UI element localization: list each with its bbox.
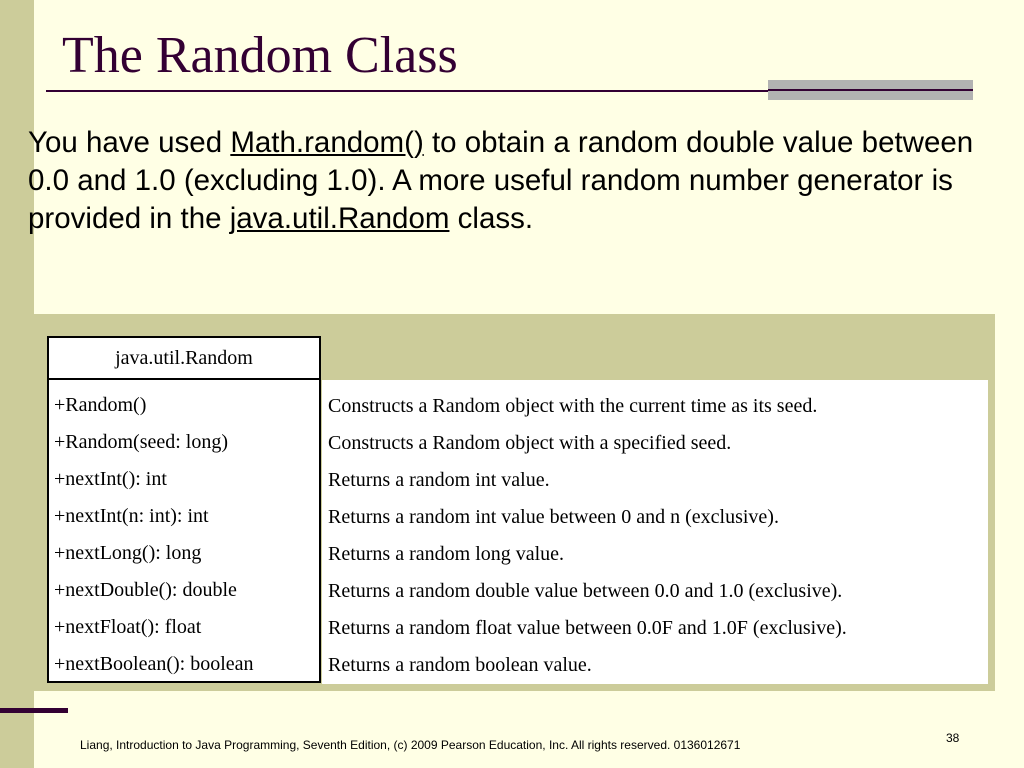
uml-method: +nextFloat(): float (54, 616, 202, 638)
intro-text-3: class. (449, 202, 534, 235)
page-number: 38 (946, 731, 960, 745)
uml-method: +nextDouble(): double (54, 579, 237, 601)
method-description: Constructs a Random object with the current time as its seed. (328, 395, 818, 417)
method-descriptions-box (322, 380, 988, 684)
uml-class-name (47, 336, 321, 381)
intro-paragraph (28, 124, 998, 238)
method-description: Returns a random int value. (328, 469, 550, 491)
method-description: Returns a random float value between 0.0F and 1.0F (exclusive). (328, 617, 847, 639)
uml-methods-box (47, 378, 321, 683)
footer-copyright: Liang, Introduction to Java Programming, Seventh Edition, (c) 2009 Pearson Education, Inc. All rights reserved. 0136012671 (80, 738, 741, 752)
method-description: Returns a random boolean value. (328, 654, 592, 676)
java-util-random-link: java.util.Random (229, 202, 450, 235)
method-description: Returns a random long value. (328, 543, 565, 565)
uml-method: +nextInt(): int (54, 468, 167, 490)
intro-text-1: You have used (28, 126, 231, 159)
method-description: Returns a random int value between 0 and n (exclusive). (328, 506, 779, 528)
left-sidebar-bar (0, 0, 34, 768)
uml-method: +Random(seed: long) (54, 431, 229, 453)
intro-text-2: to obtain a random double value between 0.0 and 1.0 (excluding 1.0). A more useful random number generator is provided in the (28, 126, 974, 235)
slide-title: The Random Class (62, 27, 458, 84)
uml-method: +nextInt(n: int): int (54, 505, 209, 527)
footer-accent-mark (0, 708, 68, 713)
uml-method: +Random() (54, 394, 147, 416)
math-random-link: Math.random() (230, 126, 424, 159)
uml-method: +nextLong(): long (54, 542, 202, 564)
uml-method: +nextBoolean(): boolean (54, 653, 254, 675)
title-accent-line (768, 89, 973, 91)
method-description: Constructs a Random object with a specified seed. (328, 432, 732, 454)
method-description: Returns a random double value between 0.0 and 1.0 (exclusive). (328, 580, 843, 602)
uml-class-name-text: java.util.Random (115, 347, 253, 369)
